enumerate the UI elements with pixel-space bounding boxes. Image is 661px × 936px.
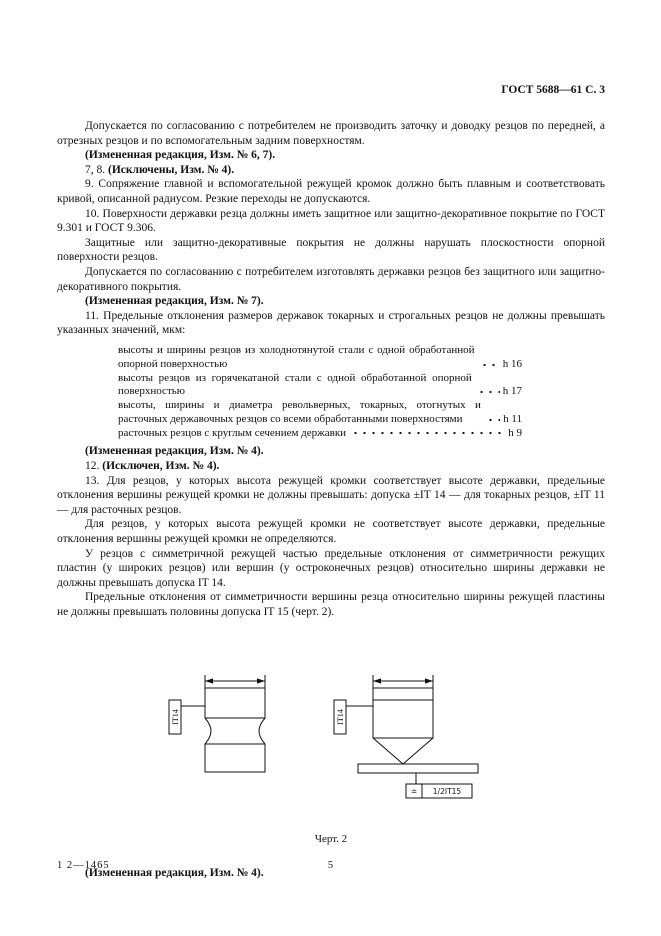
list-item [118, 344, 522, 372]
symmetry-tolerance-value: 1/2IT15 [432, 786, 461, 796]
page-title: ГОСТ 5688—61 С. 3 [501, 84, 605, 96]
paragraph-revision-note-2: (Измененная редакция, Изм. № 7). [85, 295, 264, 308]
print-order-number: 1 2—1465 [57, 860, 110, 871]
figure-2 [57, 672, 605, 822]
tool-shank-drawing [165, 672, 300, 777]
list-item-value: h 9 [508, 426, 522, 439]
page-number: 5 [327, 860, 334, 871]
list-item-value: h 11 [503, 412, 522, 425]
tolerance-list [118, 344, 522, 441]
list-item-text: высоты и ширины резцов из холоднотянутой стали с одной обработанной опорной поверхностью [118, 343, 475, 370]
list-item-text: высоты, ширины и диаметра револьверных, токарных, отогнутых и расточных державочных резцов со всеми обработанными поверхностями [118, 399, 481, 425]
tolerance-label: IT14 [335, 708, 345, 725]
list-item-text: расточных резцов с круглым сечением державки [118, 426, 347, 439]
dot-leader [351, 427, 505, 439]
pointed-tool-drawing [328, 672, 498, 810]
list-item-value: h 16 [502, 357, 522, 370]
excluded-note: (Исключен, Изм. № 4). [102, 460, 220, 473]
paragraph-symmetry: У резцов с симметричной режущей частью предельные отклонения от симметричности режущих пластин (у широких резцов) или вершин (у остроконечных резцов) относительно ширины державки не должны превышать допуска IT 14. [57, 547, 605, 589]
clause-number: 12. [85, 460, 103, 473]
paragraph-coating-exception: Допускается по согласованию с потребителем изготовлять державки резцов без защитного или защитно-декоративного покрытия. [57, 265, 605, 293]
list-item [118, 399, 522, 427]
list-item-value: h 17 [502, 385, 522, 398]
paragraph-revision-note-3: (Измененная редакция, Изм. № 4). [85, 445, 264, 458]
dot-leader [477, 386, 500, 398]
paragraph-clause-11: 11. Предельные отклонения размеров державок токарных и строгальных резцов не должны превышать указанных значений, мкм: [57, 309, 605, 337]
list-item [118, 372, 522, 400]
symmetry-symbol: ≐ [410, 786, 417, 796]
paragraph-edge-height: Для резцов, у которых высота режущей кромки не соответствует высоте державки, предельные отклонения вершины режущей кромки не определяются. [57, 518, 605, 546]
list-item-text: высоты резцов из горячекатаной стали с одной обработанной опорной поверхностью [118, 371, 472, 398]
paragraph-symmetry-tip: Предельные отклонения от симметричности вершины резца относительно ширины режущей пластины не должны превышать половины допуска IT 15 (черт. 2). [57, 591, 605, 619]
paragraph-revision-note-1: (Измененная редакция, Изм. № 6, 7). [85, 149, 276, 162]
paragraph-excluded-12 [57, 459, 605, 474]
paragraph-excluded-7-8 [57, 163, 605, 178]
paragraph-clause-10: 10. Поверхности державки резца должны иметь защитное или защитно-декоративное покрытие по ГОСТ 9.301 и ГОСТ 9.306. [57, 207, 605, 235]
paragraph-clause-9: 9. Сопряжение главной и вспомогательной режущей кромок должно быть плавным и соответствовать кривой, описанной радиусом. Резкие переходы не допускаются. [57, 178, 605, 205]
list-item [118, 427, 522, 441]
paragraph-coating: Защитные или защитно-декоративные покрытия не должны нарушать плоскостности опорной поверхности резцов. [57, 236, 605, 264]
paragraph-sharpening: Допускается по согласованию с потребителем не производить заточку и доводку резцов по передней, а отрезных резцов и по вспомогательным задним поверхностям. [57, 120, 605, 147]
dot-leader [480, 359, 500, 371]
paragraph-clause-13: 13. Для резцов, у которых высота режущей кромки соответствует высоте державки, предельные отклонения вершины режущей кромки не должны превышать: допуска ±IT 14 — для токарных резцов, ±IT 11 — для расточных резцов. [57, 474, 605, 516]
clause-number: 7, 8. [85, 163, 108, 176]
figure-caption: Черт. 2 [314, 832, 348, 845]
excluded-note: (Исключены, Изм. № 4). [108, 163, 235, 176]
tolerance-label: IT14 [170, 708, 180, 725]
paragraph-revision-note-4: (Измененная редакция, Изм. № 4). [85, 867, 264, 880]
dot-leader [486, 414, 500, 426]
